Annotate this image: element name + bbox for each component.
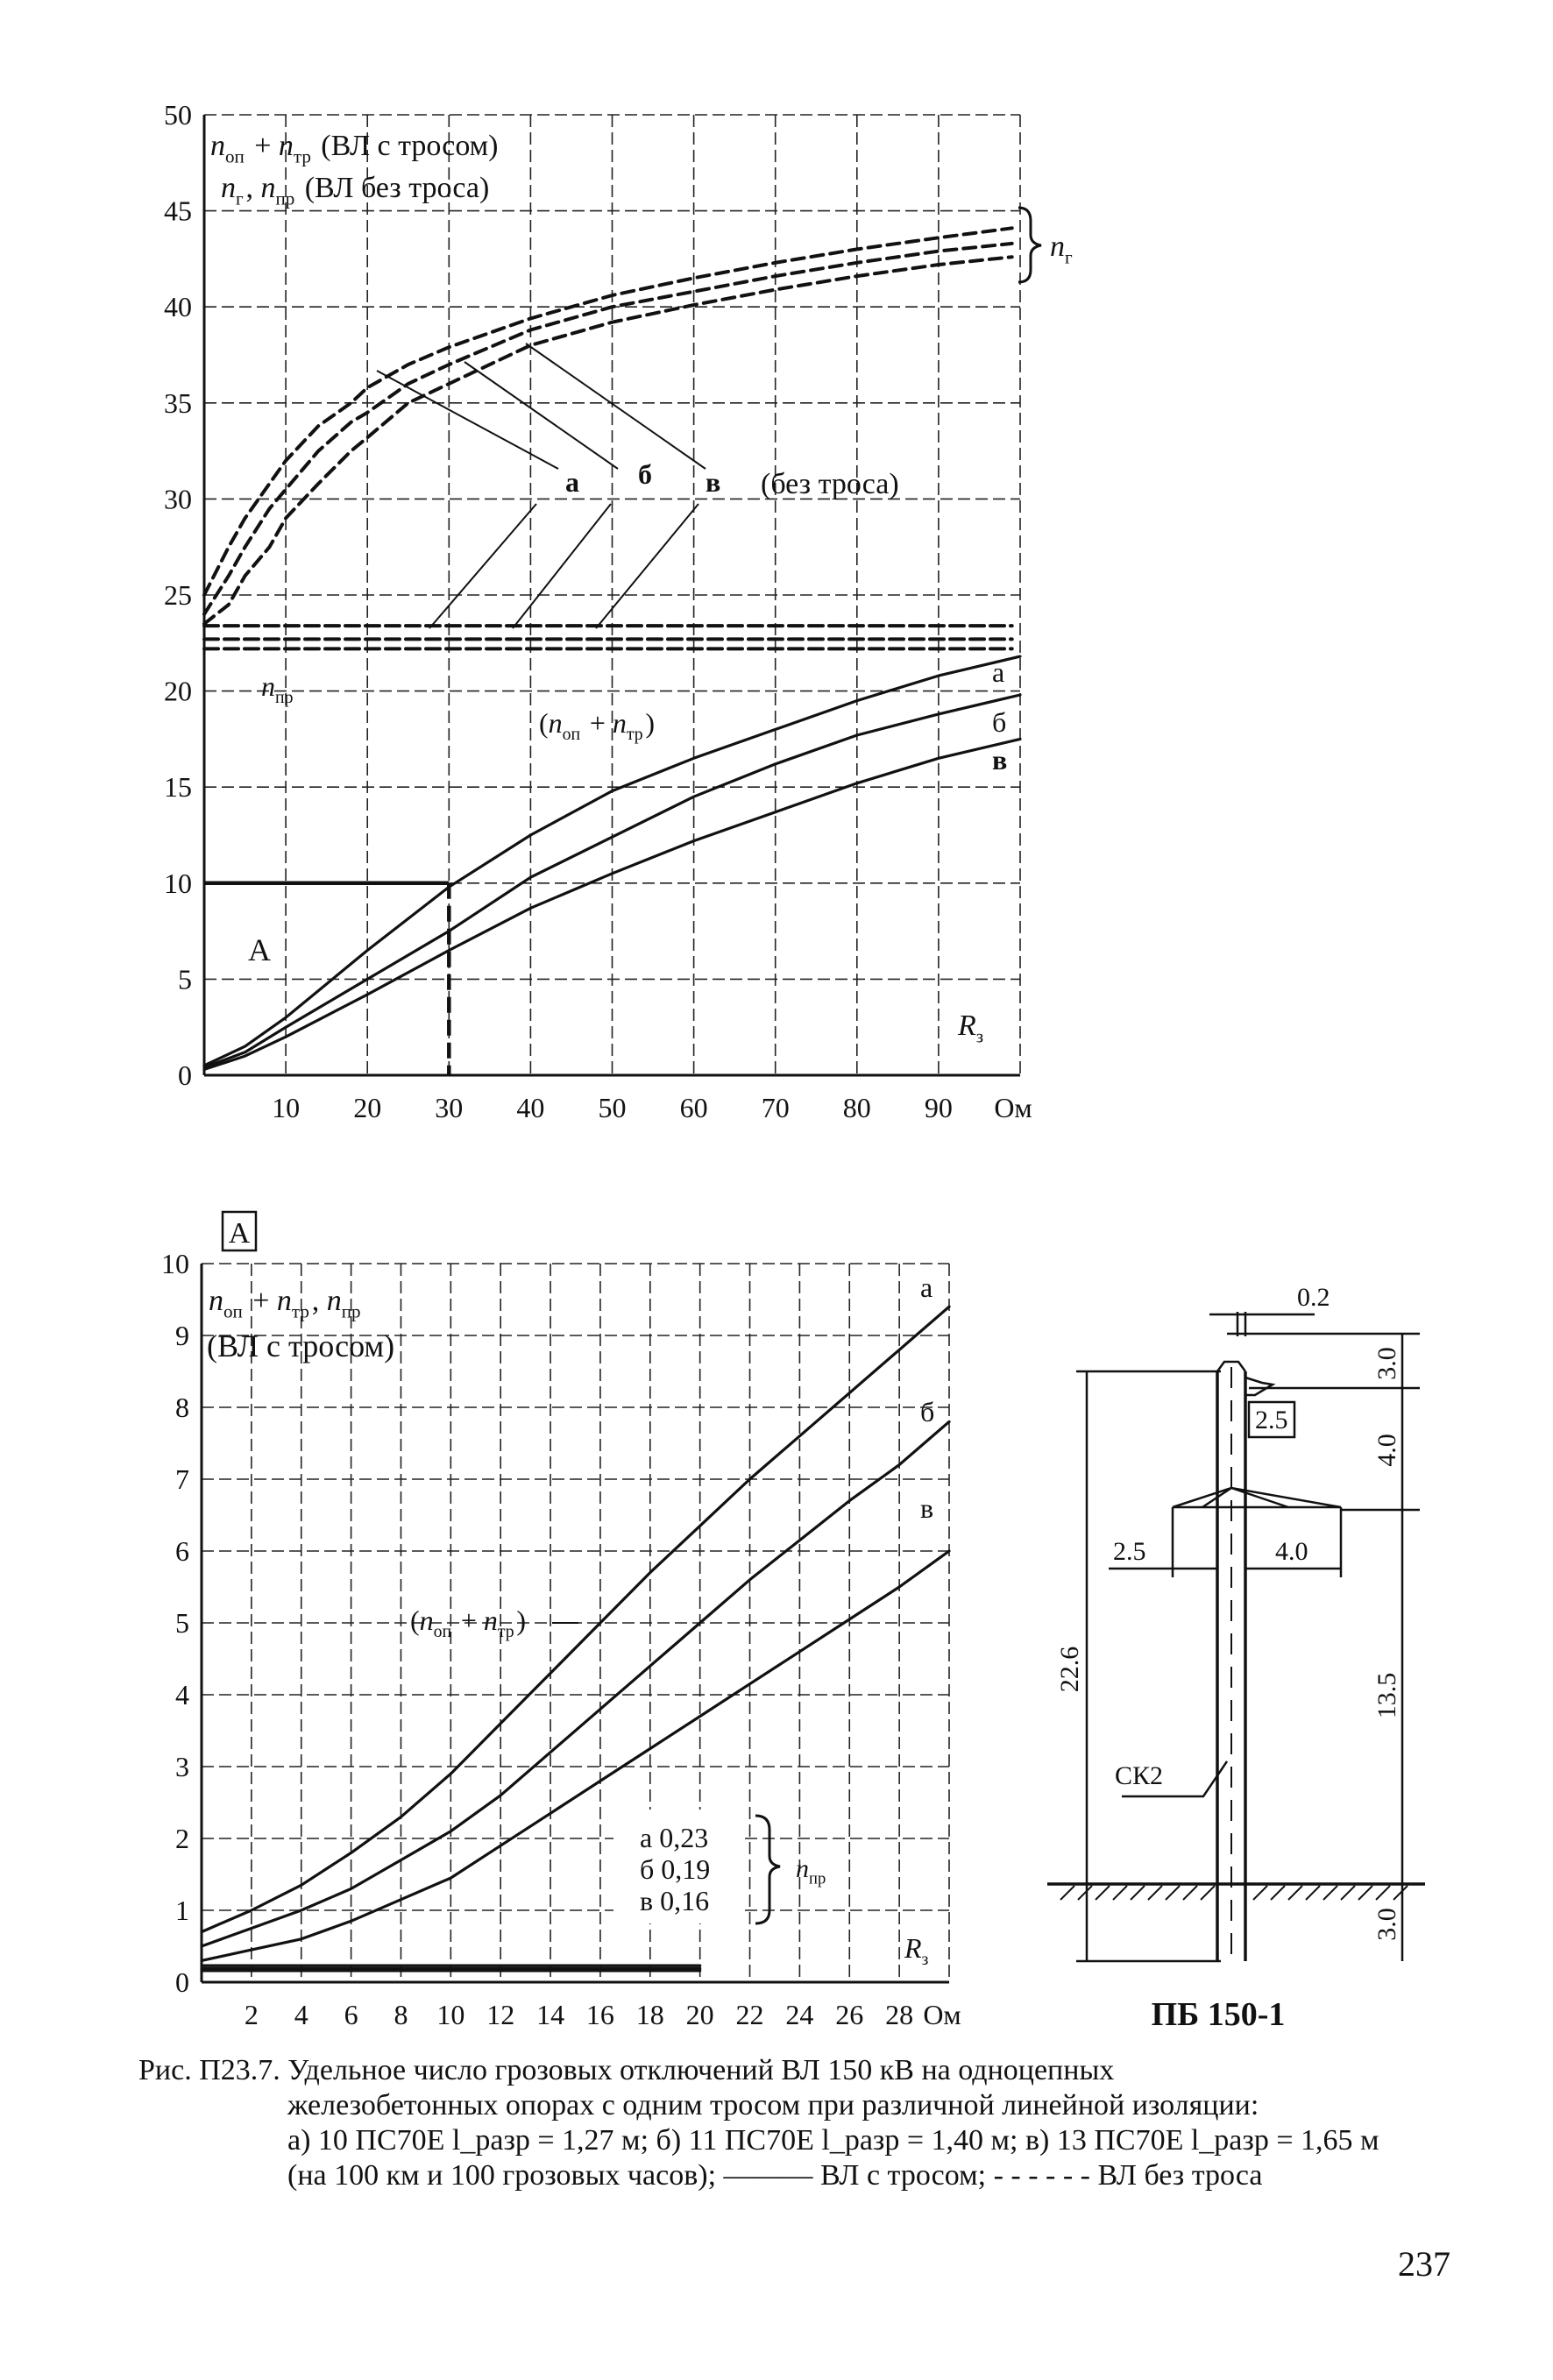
x-tick-label: 10 [436,1999,465,2030]
y-tick-label: 40 [164,291,192,323]
y-tick-label: 15 [164,771,192,804]
tower-drawing [1047,1312,1425,1961]
x-axis-label: $R_з$ [958,1009,984,1047]
x-tick-label: 22 [735,1999,764,2030]
inset-a-label: A [228,1217,251,1250]
curve-leaders [377,344,706,628]
leader-line [526,344,706,469]
caption-line-1: Рис. П23.7. Удельное число грозовых отключений ВЛ 150 кВ на одноцепных [138,2054,1115,2086]
caption-line-2: железобетонных опорах с одним тросом при различной линейной изоляции: [287,2089,1259,2121]
sum-label: ($n_{оп}$ + $n_{тр}$ ) [410,1604,526,1641]
y-tick-label: 45 [164,195,192,227]
hatch [1323,1886,1337,1900]
hatch [1096,1886,1110,1900]
hatch [1341,1886,1355,1900]
y-tick-label: 0 [175,1966,189,1998]
y-axis-label-line-2: $n_г$ , $n_{пр}$ (ВЛ без троса) [221,172,490,209]
y-tick-label: 25 [164,579,192,611]
x-tick-label: 10 [272,1092,301,1123]
region-a-label: A [248,932,271,967]
hatch [1306,1886,1320,1900]
y-tick-label: 9 [175,1320,189,1351]
series-line-в-solid [202,1551,949,1960]
curve-letter-v: в [706,466,721,498]
y-tick-label: 6 [175,1535,189,1567]
hatch [1201,1886,1215,1900]
pole-label: СК2 [1115,1761,1164,1790]
sum-label: ($n_{оп}$ + $n_{тр}$ ) [539,707,655,744]
x-unit-label: Ом [994,1092,1032,1123]
x-tick-label: 26 [835,1999,864,2030]
dim-label-lower-height: 13.5 [1372,1672,1401,1719]
dim-label-upper-arm: 2.5 [1255,1406,1288,1434]
tower-title: ПБ 150-1 [1151,1996,1286,2033]
hatch [1183,1886,1197,1900]
y-axis-label-line-2: (ВЛ с тросом) [207,1328,395,1364]
caption-line-4: (на 100 км и 100 грозовых часов); ——— ВЛ с тросом; - - - - - - ВЛ без троса [287,2159,1263,2192]
series-line-в-dashed [204,257,1012,624]
hatch [1078,1886,1092,1900]
hatch [1271,1886,1285,1900]
y-tick-label: 10 [164,867,192,899]
npr-label: $n_{пр}$ [796,1854,826,1888]
no-wire-label: (без троса) [761,468,899,500]
tower-labels [1055,1283,1401,2033]
y-tick-label: 5 [178,963,192,995]
hatch [1131,1886,1145,1900]
x-tick-label: 20 [685,1999,714,2030]
hatch [1288,1886,1302,1900]
upper-arm [1245,1378,1273,1395]
curve-end-v: в [920,1492,934,1524]
x-axis-label: $R_з$ [904,1932,929,1969]
leader-line [513,504,611,628]
x-tick-label: 70 [761,1092,790,1123]
hatch [1060,1886,1074,1900]
y-tick-label: 4 [175,1679,189,1711]
dim-label-ground: 3.0 [1372,1908,1401,1941]
x-tick-label: 50 [598,1092,627,1123]
leader-line [429,504,536,628]
curve-end-v: в [992,744,1008,776]
chart-grid [204,115,1020,1075]
hatch [1148,1886,1162,1900]
curve-letter-b: б [638,458,652,490]
x-tick-label: 18 [635,1999,664,2030]
x-tick-label: 2 [244,1999,259,2030]
chart-1 [164,99,1075,1123]
y-tick-label: 20 [164,675,192,707]
caption-line-3: а) 10 ПС70Е l_разр = 1,27 м; б) 11 ПС70Е l_разр = 1,40 м; в) 13 ПС70Е l_разр = 1,65 м [287,2124,1379,2157]
hatch [1358,1886,1372,1900]
leader-line [596,504,698,628]
y-tick-label: 5 [175,1607,189,1639]
curve-letter-a: а [565,466,579,498]
x-tick-label: 14 [536,1999,565,2030]
figure-caption [138,2053,1453,2193]
dim-label-lower-right: 4.0 [1275,1537,1308,1566]
x-tick-label: 4 [294,1999,308,2030]
curve-end-b: б [920,1396,935,1427]
y-tick-label: 8 [175,1392,189,1423]
curve-end-a: а [920,1271,933,1303]
y-tick-label: 30 [164,483,192,515]
ng-brace [1018,208,1041,282]
curve-end-a: а [992,656,1005,688]
hatch [1113,1886,1127,1900]
y-tick-label: 1 [175,1895,189,1926]
y-tick-label: 10 [161,1248,189,1279]
y-tick-label: 3 [175,1751,189,1782]
x-tick-label: 20 [353,1092,382,1123]
npr-value-0: а 0,23 [640,1822,709,1853]
dim-label-total-height: 22.6 [1055,1646,1084,1693]
series-line-б-dashed [204,244,1012,614]
y-tick-label: 50 [164,99,192,131]
x-tick-label: 8 [394,1999,408,2030]
y-tick-label: 2 [175,1823,189,1854]
npr-value-1: б 0,19 [640,1853,711,1885]
hatch [1253,1886,1267,1900]
curve-end-b: б [992,706,1007,738]
npr-label: $n_{пр}$ [261,670,294,707]
series-line-а-dashed [204,228,1012,595]
ground-hatch [1060,1886,1408,1900]
x-tick-label: 6 [344,1999,358,2030]
x-tick-label: 24 [785,1999,814,2030]
ng-label: $n_г$ [1050,230,1073,268]
dim-label-lower-left: 2.5 [1113,1537,1146,1566]
dim-label-arm-gap: 4.0 [1372,1434,1401,1467]
x-tick-label: 16 [585,1999,614,2030]
y-tick-label: 7 [175,1463,189,1495]
chart-2 [161,1212,961,2030]
y-axis-label-line-1: $n_{оп}$ + $n_{тр}$ (ВЛ с тросом) [210,130,499,167]
y-axis-label-line-1: $n_{оп}$ + $n_{тр}$ , $n_{пр}$ [209,1285,361,1322]
x-unit-label: Ом [923,1999,961,2030]
dim-label-top-height: 3.0 [1372,1347,1401,1380]
x-tick-label: 80 [842,1092,871,1123]
series-line-б-solid [202,1421,949,1946]
npr-brace [755,1816,780,1923]
hatch [1393,1886,1408,1900]
y-tick-label: 35 [164,386,192,419]
x-tick-label: 60 [679,1092,708,1123]
page-number: 237 [1398,2244,1450,2284]
x-tick-label: 12 [486,1999,515,2030]
dim-label-top-offset: 0.2 [1297,1283,1330,1312]
x-tick-label: 90 [924,1092,953,1123]
hatch [1376,1886,1390,1900]
y-tick-label: 0 [178,1059,192,1091]
x-tick-label: 28 [885,1999,914,2030]
hatch [1166,1886,1180,1900]
x-tick-label: 40 [516,1092,545,1123]
leader-line [464,362,618,469]
x-tick-label: 30 [435,1092,464,1123]
npr-value-2: в 0,16 [640,1885,710,1916]
